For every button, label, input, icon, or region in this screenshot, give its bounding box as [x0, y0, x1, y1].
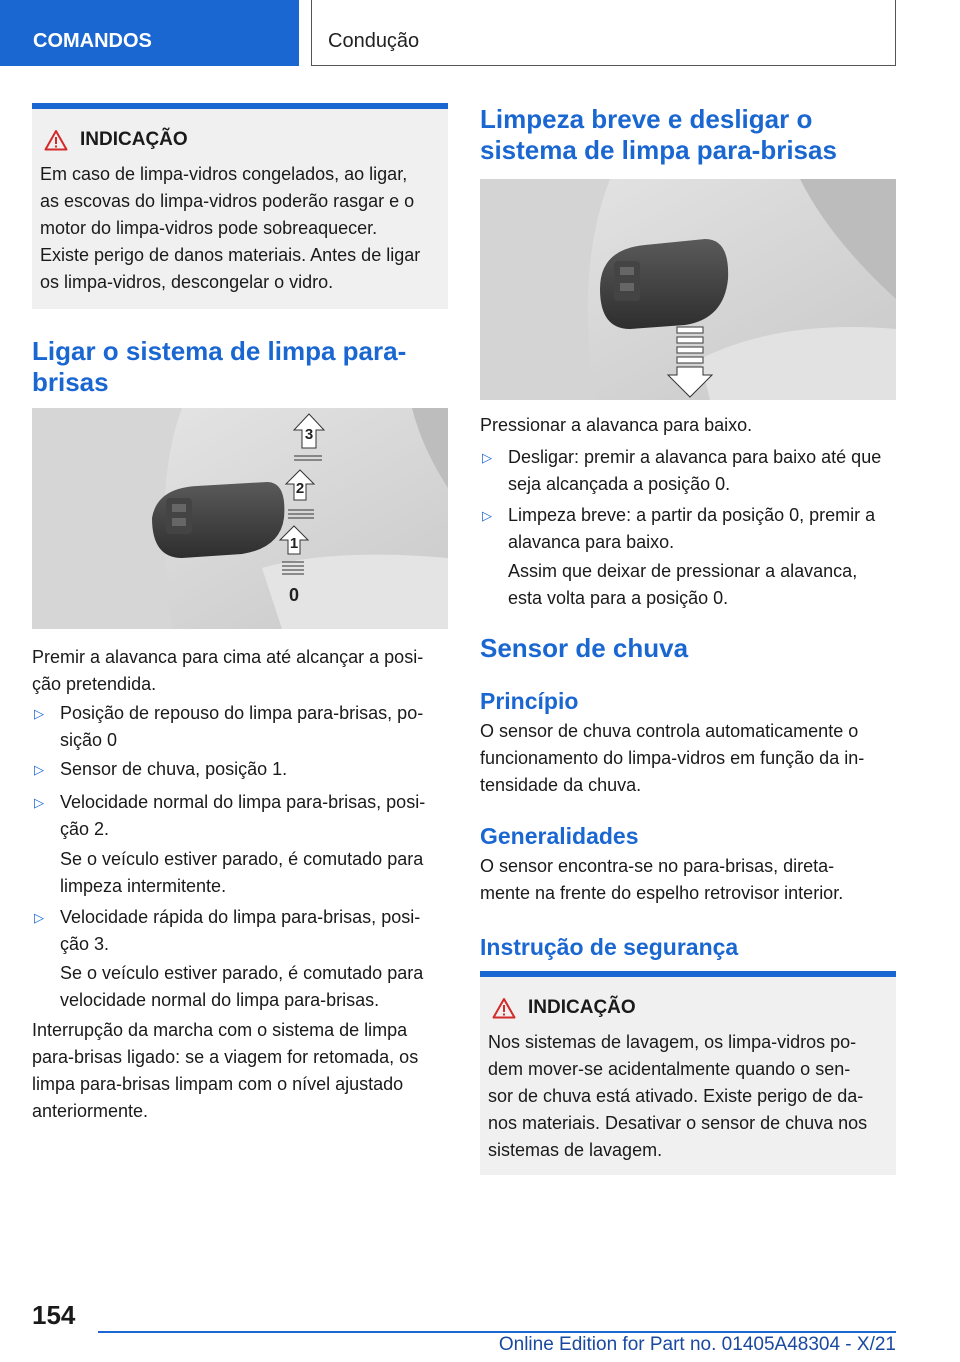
list-item-position-3: ▷ Velocidade rápida do limpa para-brisas, posi- ção 3. — [32, 904, 448, 958]
warning-triangle-icon — [492, 997, 516, 1019]
sub-note-normal-speed: Se o veículo estiver parado, é comutado para velocidade normal do limpa para-brisas. — [60, 963, 424, 1010]
wiper-lever-down-illustration — [480, 179, 896, 400]
warning-note-left — [32, 103, 448, 309]
heading-brief-wipe: Limpeza breve e desligar o sistema de limpa para-brisas — [480, 104, 837, 165]
list-item-position-1: ▷ Sensor de chuva, posição 1. — [32, 756, 448, 783]
section-title: Condução — [311, 0, 896, 66]
warning-note-right — [480, 971, 896, 1175]
note-title-text: INDICAÇÃO — [528, 997, 636, 1018]
label-position-0: 0 — [288, 585, 300, 605]
figure-wiper-lever-up — [32, 408, 448, 629]
note-title — [488, 997, 888, 1019]
bullet-triangle-icon: ▷ — [34, 762, 44, 777]
label-position-3: 3 — [304, 426, 314, 443]
left-outro: Interrupção da marcha com o sistema de limpa para-brisas ligado: se a viagem for retomada, os limpa para-brisas limpam com o nível ajustado anteriormente. — [32, 1020, 419, 1121]
figure-wiper-lever-down — [480, 179, 896, 400]
chapter-tab: COMANDOS — [0, 0, 299, 66]
note-title — [40, 129, 440, 151]
list-item-position-2: ▷ Velocidade normal do limpa para-brisas, posi- ção 2. — [32, 789, 448, 843]
footer-divider — [98, 1331, 896, 1333]
sub-note-intermittent: Se o veículo estiver parado, é comutado para limpeza intermitente. — [60, 849, 424, 896]
heading-principle: Princípio — [480, 688, 579, 714]
left-intro: Premir a alavanca para cima até alcançar a posi- ção pretendida. — [32, 647, 424, 694]
bullet-triangle-icon: ▷ — [482, 450, 492, 465]
list-item-position-0: ▷ Posição de repouso do limpa para-brisas, po- sição 0 — [32, 700, 448, 754]
general-text: O sensor encontra-se no para-brisas, direta- mente na frente do espelho retrovisor interior. — [480, 856, 844, 903]
note-title-text: INDICAÇÃO — [80, 129, 188, 150]
label-position-2: 2 — [295, 480, 305, 497]
edition-text: Online Edition for Part no. 01405A48304 - X/21 — [498, 1334, 896, 1355]
bullet-triangle-icon: ▷ — [34, 910, 44, 925]
heading-rain-sensor: Sensor de chuva — [480, 633, 689, 663]
principle-text: O sensor de chuva controla automaticamente o funcionamento do limpa-vidros em função da in- tensidade da chuva. — [480, 721, 865, 795]
bullet-triangle-icon: ▷ — [34, 795, 44, 810]
bullet-triangle-icon: ▷ — [34, 706, 44, 721]
right-intro: Pressionar a alavanca para baixo. — [480, 415, 753, 435]
warning-triangle-icon — [44, 129, 68, 151]
wiper-lever-illustration — [32, 408, 448, 629]
note-text: Nos sistemas de lavagem, os limpa-vidros po- dem mover-se acidentalmente quando o sen- sor de chuva está ativado. Existe perigo de da- nos materiais. Desativar o sensor de chuva nos sistemas de lavagem. — [488, 1032, 868, 1160]
heading-switch-on: Ligar o sistema de limpa para- brisas — [32, 336, 407, 397]
label-position-1: 1 — [289, 535, 299, 552]
page-number: 154 — [32, 1300, 76, 1330]
sub-note-return: Assim que deixar de pressionar a alavanca, esta volta para a posição 0. — [508, 561, 858, 608]
heading-safety: Instrução de segurança — [480, 934, 739, 960]
bullet-triangle-icon: ▷ — [482, 508, 492, 523]
heading-general: Generalidades — [480, 823, 639, 849]
list-item-brief-wipe: ▷ Limpeza breve: a partir da posição 0, premir a alavanca para baixo. — [480, 502, 896, 556]
note-text: Em caso de limpa-vidros congelados, ao ligar, as escovas do limpa-vidros poderão rasgar e o motor do limpa-vidros pode sobreaquecer. Existe perigo de danos materiais. Antes de ligar os limpa-vidros, descongelar o vidro. — [40, 164, 421, 292]
list-item-switch-off: ▷ Desligar: premir a alavanca para baixo até que seja alcançada a posição 0. — [480, 444, 896, 498]
